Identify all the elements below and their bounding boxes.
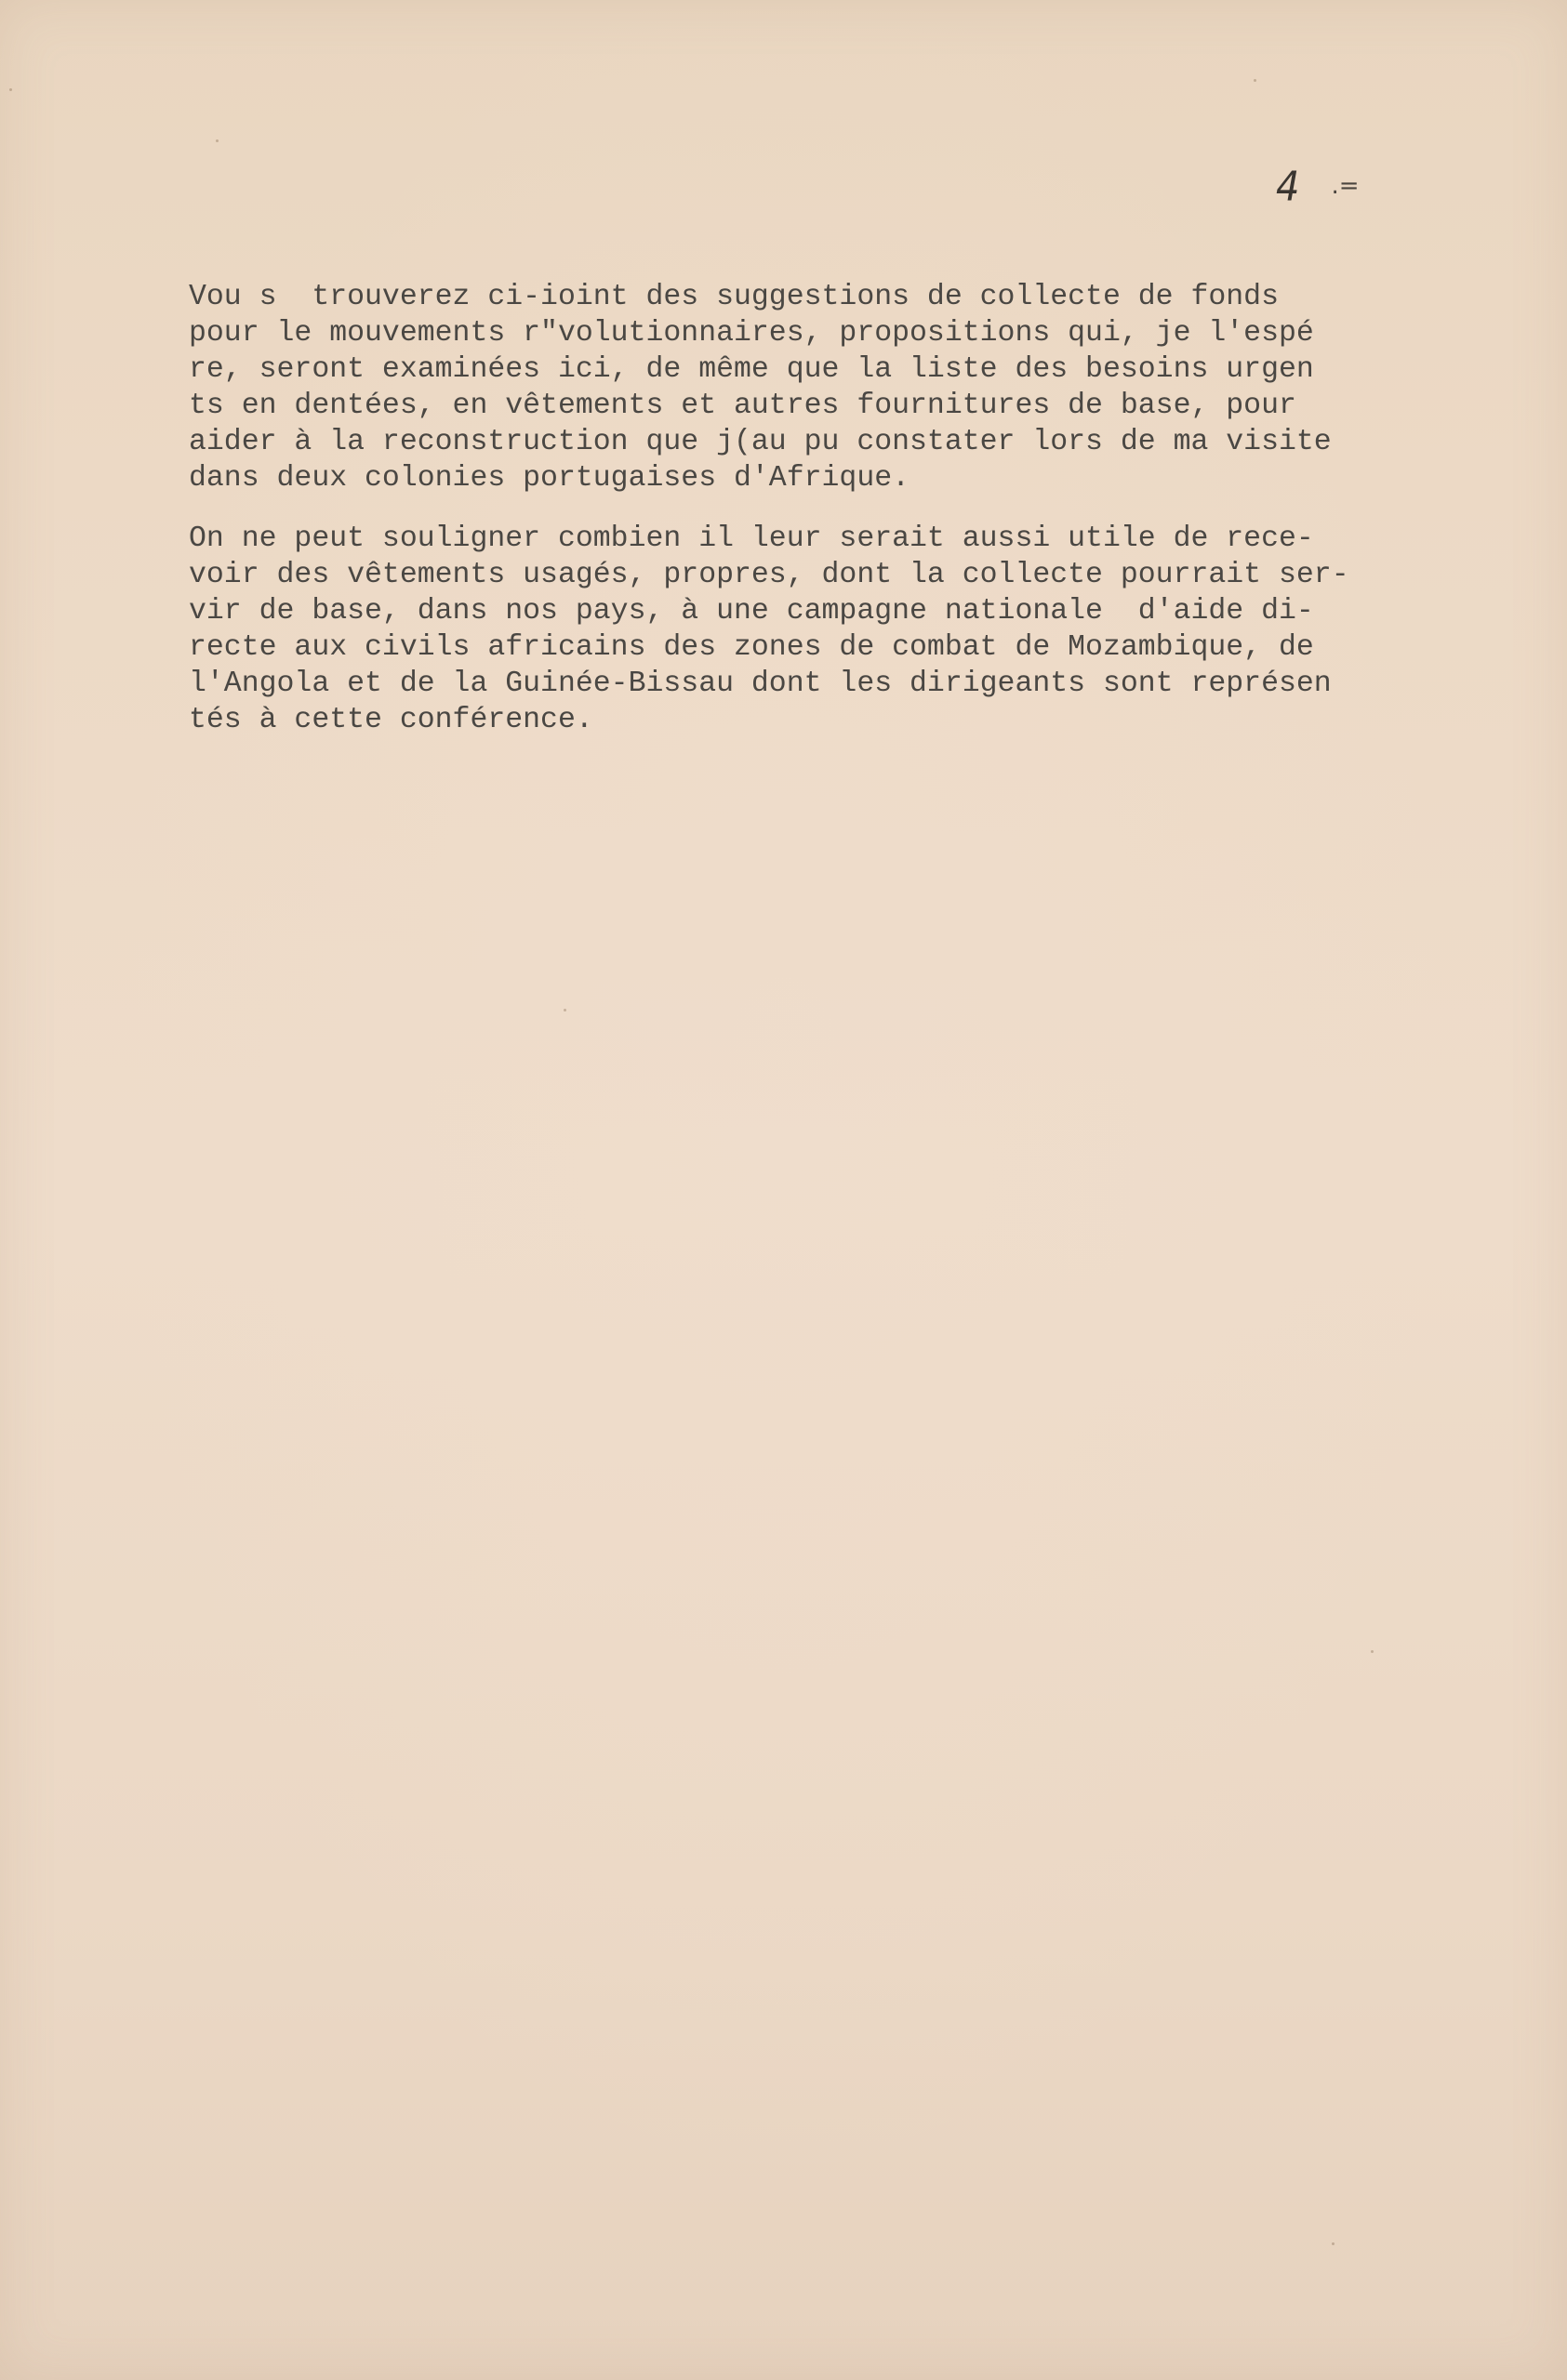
paper-speck (1371, 1650, 1374, 1653)
text-line: Vou s trouverez ci-ioint des suggestions de collecte de fonds (189, 281, 1279, 313)
text-line: aider à la reconstruction que j(au pu constater lors de ma visite (189, 426, 1332, 458)
page-number (1276, 165, 1415, 221)
text-line: l'Angola et de la Guinée-Bissau dont les dirigeants sont représen (189, 668, 1332, 700)
text-line: dans deux colonies portugaises d'Afrique. (189, 462, 910, 495)
text-line: vir de base, dans nos pays, à une campagne nationale d'aide di- (189, 595, 1314, 628)
page-number-mark: .= (1331, 172, 1360, 200)
text-line: recte aux civils africains des zones de combat de Mozambique, de (189, 631, 1314, 664)
text-line: re, seront examinées ici, de même que la liste des besoins urgen (189, 353, 1314, 386)
page-number-value: 4 (1276, 163, 1300, 211)
paper-speck (216, 139, 219, 142)
text-line: tés à cette conférence. (189, 704, 593, 736)
paragraph-2 (189, 521, 1454, 738)
text-line: ts en dentées, en vêtements et autres fournitures de base, pour (189, 390, 1296, 422)
paper-speck (1254, 79, 1256, 82)
letter-body (189, 279, 1454, 738)
text-line: On ne peut souligner combien il leur serait aussi utile de rece- (189, 522, 1314, 555)
paper-speck (9, 88, 12, 91)
text-line: voir des vêtements usagés, propres, dont la collecte pourrait ser- (189, 559, 1349, 591)
paragraph-1 (189, 279, 1454, 496)
paper-speck (564, 1009, 566, 1012)
text-line: pour le mouvements r"volutionnaires, propositions qui, je l'espé (189, 317, 1314, 350)
paper-speck (1332, 2242, 1335, 2245)
